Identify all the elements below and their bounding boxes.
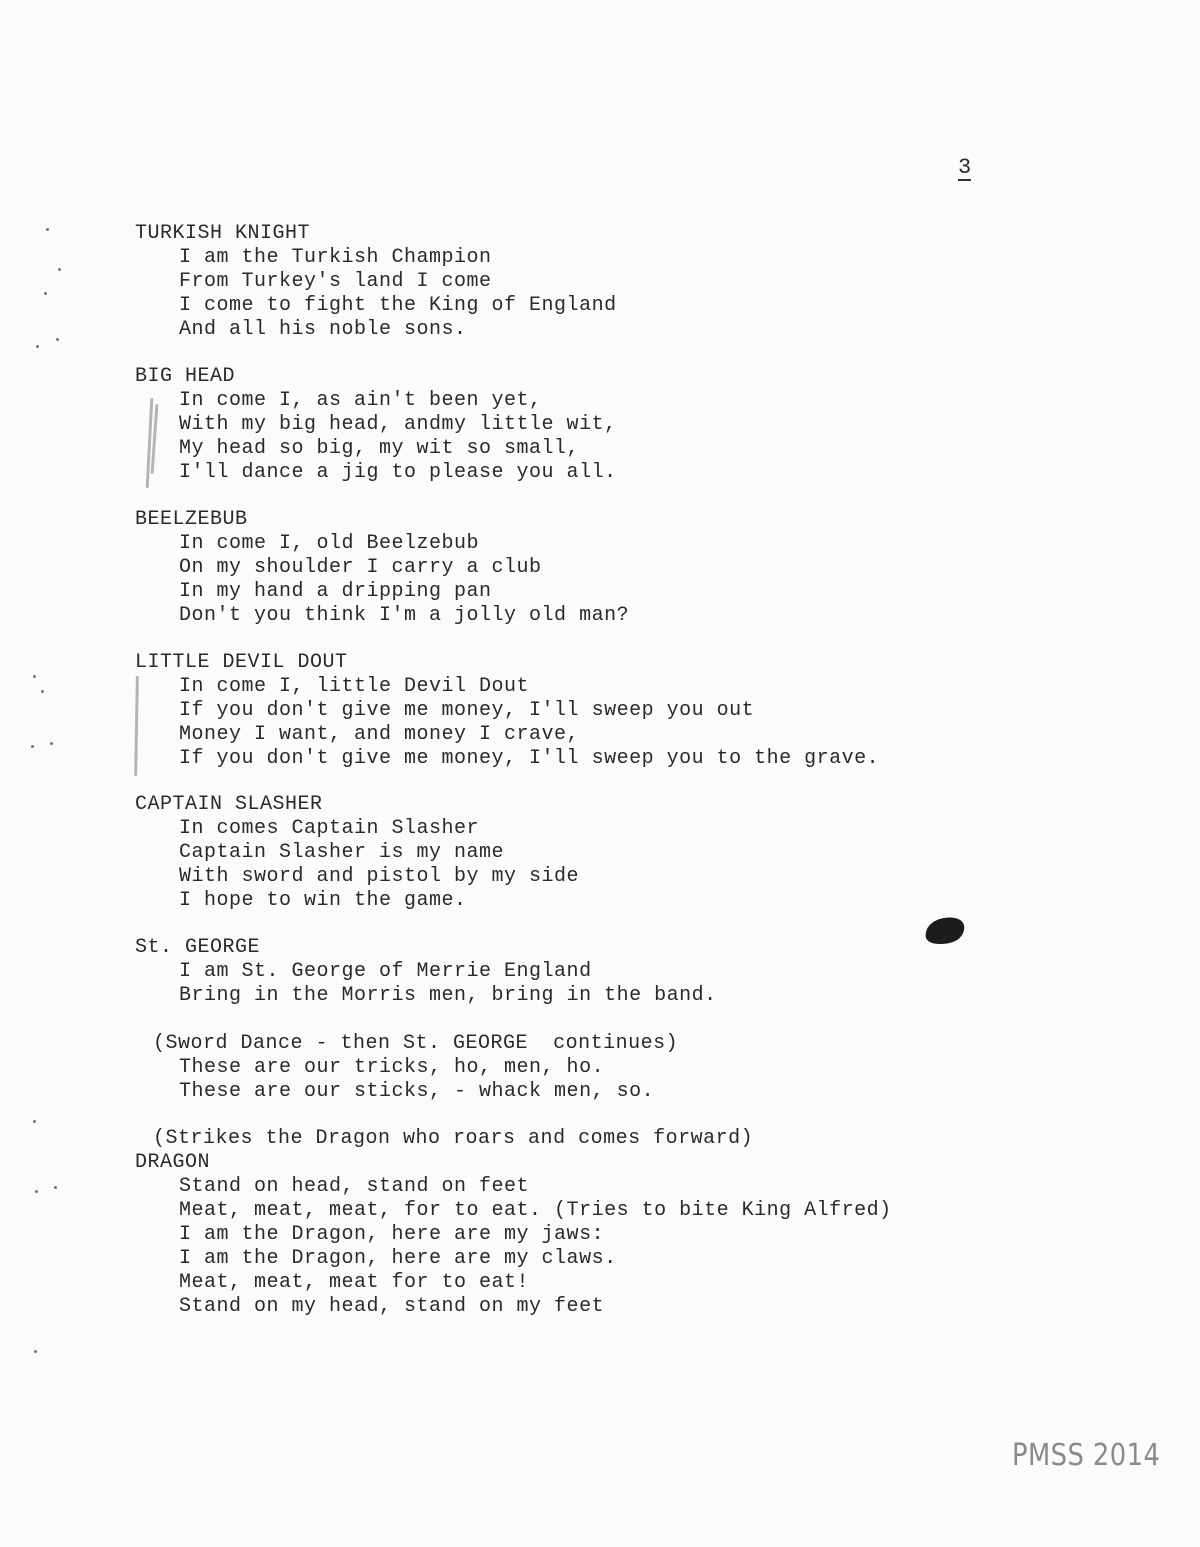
verse-line: Money I want, and money I crave, [179, 723, 580, 746]
scan-speck [44, 292, 47, 295]
scan-speck [58, 268, 61, 271]
verse-line: I hope to win the game. [179, 889, 467, 912]
verse-line: If you don't give me money, I'll sweep you out [179, 699, 755, 722]
verse-line: Bring in the Morris men, bring in the band. [179, 984, 717, 1007]
scan-speck [50, 742, 53, 745]
scan-speck [36, 345, 39, 348]
speaker-name: BEELZEBUB [135, 508, 248, 531]
ink-blot [922, 914, 970, 946]
scan-speck [41, 690, 44, 693]
verse-line: In comes Captain Slasher [179, 817, 480, 840]
section-little-devil-dout [135, 651, 879, 771]
verse-line: In come I, old Beelzebub [179, 532, 480, 555]
verse-line: In my hand a dripping pan [179, 580, 492, 603]
verse-line: These are our sticks, - whack men, so. [179, 1080, 655, 1103]
verse-line: Captain Slasher is my name [179, 841, 505, 864]
scan-speck [33, 675, 36, 678]
verse-line: My head so big, my wit so small, [179, 437, 580, 460]
stage-direction: (Sword Dance - then St. GEORGE continues) [153, 1032, 679, 1055]
verse-line: I'll dance a jig to please you all. [179, 461, 617, 484]
verse-line: I am St. George of Merrie England [179, 960, 592, 983]
speaker-name: LITTLE DEVIL DOUT [135, 651, 348, 674]
verse-line: With sword and pistol by my side [179, 865, 580, 888]
page-number: 3 [958, 155, 972, 180]
speaker-name: TURKISH KNIGHT [135, 222, 311, 245]
verse-line: With my big head, andmy little wit, [179, 413, 617, 436]
scan-speck [34, 1350, 37, 1353]
verse-line: From Turkey's land I come [179, 270, 492, 293]
section-st-george [135, 936, 717, 1008]
verse-line: Don't you think I'm a jolly old man? [179, 604, 630, 627]
verse-line: Meat, meat, meat, for to eat. (Tries to bite King Alfred) [179, 1199, 892, 1222]
verse-line: These are our tricks, ho, men, ho. [179, 1056, 605, 1079]
section-turkish-knight [135, 222, 617, 342]
verse-line: In come I, little Devil Dout [179, 675, 530, 698]
verse-line: I am the Turkish Champion [179, 246, 492, 269]
section-dragon [135, 1127, 892, 1319]
scan-speck [31, 745, 34, 748]
speaker-name: St. GEORGE [135, 936, 261, 959]
section-beelzebub [135, 508, 629, 628]
speaker-name: BIG HEAD [135, 365, 236, 388]
verse-line: I am the Dragon, here are my claws. [179, 1247, 617, 1270]
stage-direction: (Strikes the Dragon who roars and comes forward) [153, 1127, 754, 1150]
verse-line: Stand on head, stand on feet [179, 1175, 530, 1198]
verse-line: Meat, meat, meat for to eat! [179, 1271, 530, 1294]
section-big-head [135, 365, 617, 485]
speaker-name: CAPTAIN SLASHER [135, 793, 323, 816]
scan-speck [56, 338, 59, 341]
scan-speck [46, 228, 49, 231]
verse-line: In come I, as ain't been yet, [179, 389, 542, 412]
speaker-name: DRAGON [135, 1151, 211, 1174]
section-captain-slasher [135, 793, 579, 913]
section-sword-dance [135, 1032, 678, 1104]
verse-line: Stand on my head, stand on my feet [179, 1295, 605, 1318]
watermark: PMSS 2014 [1012, 1438, 1161, 1473]
verse-line: And all his noble sons. [179, 318, 467, 341]
verse-line: On my shoulder I carry a club [179, 556, 542, 579]
verse-line: If you don't give me money, I'll sweep you to the grave. [179, 747, 880, 770]
scan-speck [54, 1186, 57, 1189]
scan-speck [33, 1120, 36, 1123]
verse-line: I am the Dragon, here are my jaws: [179, 1223, 605, 1246]
scan-speck [35, 1190, 38, 1193]
verse-line: I come to fight the King of England [179, 294, 617, 317]
